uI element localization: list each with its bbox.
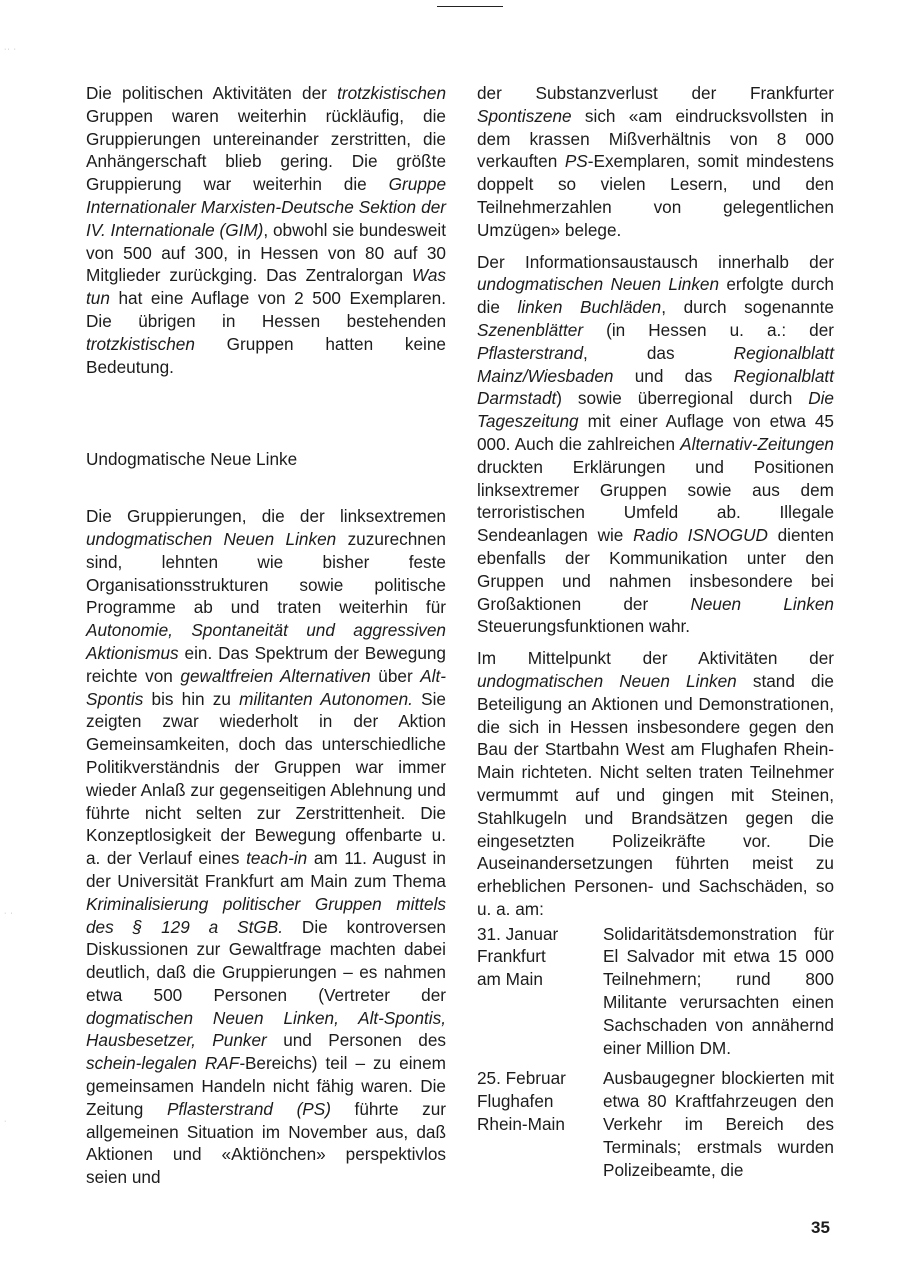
spontiszene-paragraph [477, 82, 834, 242]
event-row [477, 1067, 834, 1181]
margin-mark: · · [4, 910, 14, 917]
italic-term: trotzkistischen [337, 83, 446, 103]
event-description: Ausbaugegner blockierten mit etwa 80 Kraftfahrzeugen den Verkehr im Bereich des Terminals; erstmals wurden Polizeibeamte, die [603, 1068, 834, 1180]
text-run: mit einer Auflage von etwa 45 000. Auch die zahlreichen [477, 411, 834, 454]
text-run: führte zur allgemeinen Situation im November aus, daß Aktionen und «Aktiönchen» perspektivlos seien und [86, 1098, 446, 1188]
text-run: und Personen des [266, 1030, 447, 1051]
italic-term: linken Buchläden [517, 297, 662, 318]
italic-term: Gruppe Internationaler Marxisten-Deutsche Sektion der IV. Internationale (GIM) [86, 174, 446, 240]
event-date-place: 25. Februar Flughafen Rhein-Main [477, 1068, 566, 1135]
text-run: und das [613, 365, 734, 386]
events-list [477, 923, 834, 1182]
italic-term: Alt-Spontis [86, 665, 446, 709]
text-run: am 11. August in der Universität Frankfurt am Main zum Thema [86, 848, 446, 891]
left-column [86, 82, 446, 1189]
italic-term: Autonomie, Spontaneität und aggressiven Aktionismus [86, 620, 446, 663]
text-run: Steuerungsfunktionen wahr. [477, 616, 691, 637]
text-run: dienten ebenfalls der Kommunikation unter den Gruppen und nahmen insbesondere bei Großaktionen der [477, 525, 834, 614]
text-run: , das [583, 342, 734, 363]
text-run: Der Informationsaustausch innerhalb der [477, 251, 834, 272]
italic-term: Pflasterstrand [477, 342, 584, 363]
text-run: bis hin zu [143, 688, 240, 709]
margin-mark: · [4, 1118, 8, 1125]
text-run: erfolgte durch die [477, 274, 834, 318]
italic-term: Regionalblatt Darmstadt [477, 365, 834, 409]
italic-term: Alternativ-Zeitungen [680, 433, 834, 454]
text-run: ) sowie überregional durch [556, 388, 809, 409]
text-run: Bereichs) teil – zu einem gemeinsamen Handeln nicht fähig waren. Die Zeitung [86, 1053, 446, 1119]
text-run: , durch sogenannte [661, 297, 834, 318]
right-column [477, 82, 834, 1181]
section-heading: Undogmatische Neue Linke [86, 449, 298, 470]
italic-term: Regionalblatt Mainz/Wiesbaden [477, 342, 834, 386]
text-run: zuzurechnen sind, lehnten wie bisher feste Organisationsstrukturen sowie politische Programme ab und traten weiterhin für [86, 528, 446, 618]
event-row [477, 923, 834, 1060]
text-run: sich «am eindrucksvollsten in dem krassen Mißverhältnis von 8 000 verkauften [477, 105, 834, 172]
page-number: 35 [811, 1218, 830, 1237]
information-exchange-paragraph [477, 251, 834, 639]
italic-term: undogmatischen Neuen Linken [86, 528, 337, 549]
italic-term: Kriminalisierung politischer Gruppen mittels des § 129 a StGB. [86, 893, 446, 937]
text-run: Gruppen hatten keine Bedeutung. [86, 333, 446, 377]
text-run: Gruppen waren weiterhin rückläufig, die Gruppierungen untereinander zerstritten, die Anhängerschaft blieb gering. Die größte Gruppierung war weiterhin die [86, 105, 446, 195]
text-run: Die Gruppierungen, die der linksextremen [86, 506, 446, 527]
event-date-place: 31. Januar Frankfurt am Main [477, 923, 559, 990]
margin-mark: ·· · [4, 46, 17, 53]
text-run: druckten Erklärungen und Positionen linksextremer Gruppen sowie aus dem terroristischen Umfeld ab. Illegale Sendeanlagen wie [477, 456, 834, 546]
italic-term: PS [564, 151, 588, 172]
italic-term: Neuen Linken [690, 593, 834, 614]
text-run: Die kontroversen Diskussionen zur Gewaltfrage machten dabei deutlich, daß die Gruppierungen – es nahmen etwa 500 Personen (Vertreter der [86, 916, 446, 1005]
italic-term: teach-in [246, 848, 308, 869]
italic-term: Pflasterstrand (PS) [166, 1098, 331, 1119]
activities-paragraph [477, 647, 834, 921]
event-description: Solidaritätsdemonstration für El Salvador mit etwa 15 000 Teilnehmern; rund 800 Militante verursachten einen Sachschaden von annähernd einer Million DM. [603, 923, 834, 1058]
text-run: Die politischen Aktivitäten der [86, 83, 338, 103]
italic-term: trotzkistischen [86, 333, 195, 354]
italic-term: schein-legalen RAF- [86, 1053, 245, 1074]
italic-term: Die Tageszeitung [477, 388, 834, 432]
text-run: hat eine Auflage von 2 500 Exemplaren. Die übrigen in Hessen bestehenden [86, 288, 446, 331]
italic-term: militanten Autonomen. [239, 688, 413, 709]
text-run: Im Mittelpunkt der Aktivitäten der [477, 648, 834, 669]
italic-term: undogmatischen Neuen Linken [477, 274, 720, 295]
italic-term: undogmatischen Neuen Linken [477, 670, 737, 691]
text-run: (in Hessen u. a.: der [583, 319, 834, 340]
italic-term: Radio ISNOGUD [633, 525, 768, 546]
trotskyist-paragraph [86, 82, 446, 378]
italic-term: Szenenblätter [477, 319, 584, 340]
top-rule [437, 6, 503, 7]
text-run: , obwohl sie bundesweit von 500 auf 300, in Hessen von 80 auf 30 Mitglieder zurückging. Das Zentralorgan [86, 219, 446, 286]
text-run: ein. Das Spektrum der Bewegung reichte von [86, 642, 446, 686]
text-run: stand die Beteiligung an Aktionen und Demonstrationen, die sich in Hessen insbesondere gegen den Bau der Startbahn West am Flughafen Rhein-Main richteten. Nicht selten traten Teilnehmer vermummt auf und gingen mit Steinen, Stahlkugeln und Brandsätzen gegen die eingesetzten Polizeikräfte vor. Die Auseinandersetzungen führten meist zu erheblichen Personen- und Sachschäden, so u. a. am: [477, 670, 834, 919]
italic-term: Was tun [86, 265, 446, 309]
italic-term: Spontiszene [477, 105, 572, 126]
italic-term: dogmatischen Neuen Linken, Alt-Spontis, Hausbesetzer, Punker [86, 1007, 446, 1051]
text-run: über [370, 665, 421, 686]
text-run: der Substanzverlust der Frankfurter [477, 83, 834, 103]
text-run: Sie zeigten zwar wiederholt in der Aktion Gemeinsamkeiten, doch das unterschiedliche Politikverständnis der Gruppen war immer wieder Anlaß zur gegenseitigen Ablehnung und führte nicht selten zur Zerstrittenheit. Die Konzeptlosigkeit der Bewegung offenbarte u. a. der Verlauf eines [86, 688, 446, 869]
italic-term: gewaltfreien Alternativen [180, 665, 371, 686]
undogmatic-paragraph [86, 505, 446, 1189]
text-run: -Exemplaren, somit mindestens doppelt so vielen Lesern, und den Teilnehmerzahlen von gelegentlichen Umzügen» belege. [477, 151, 835, 240]
